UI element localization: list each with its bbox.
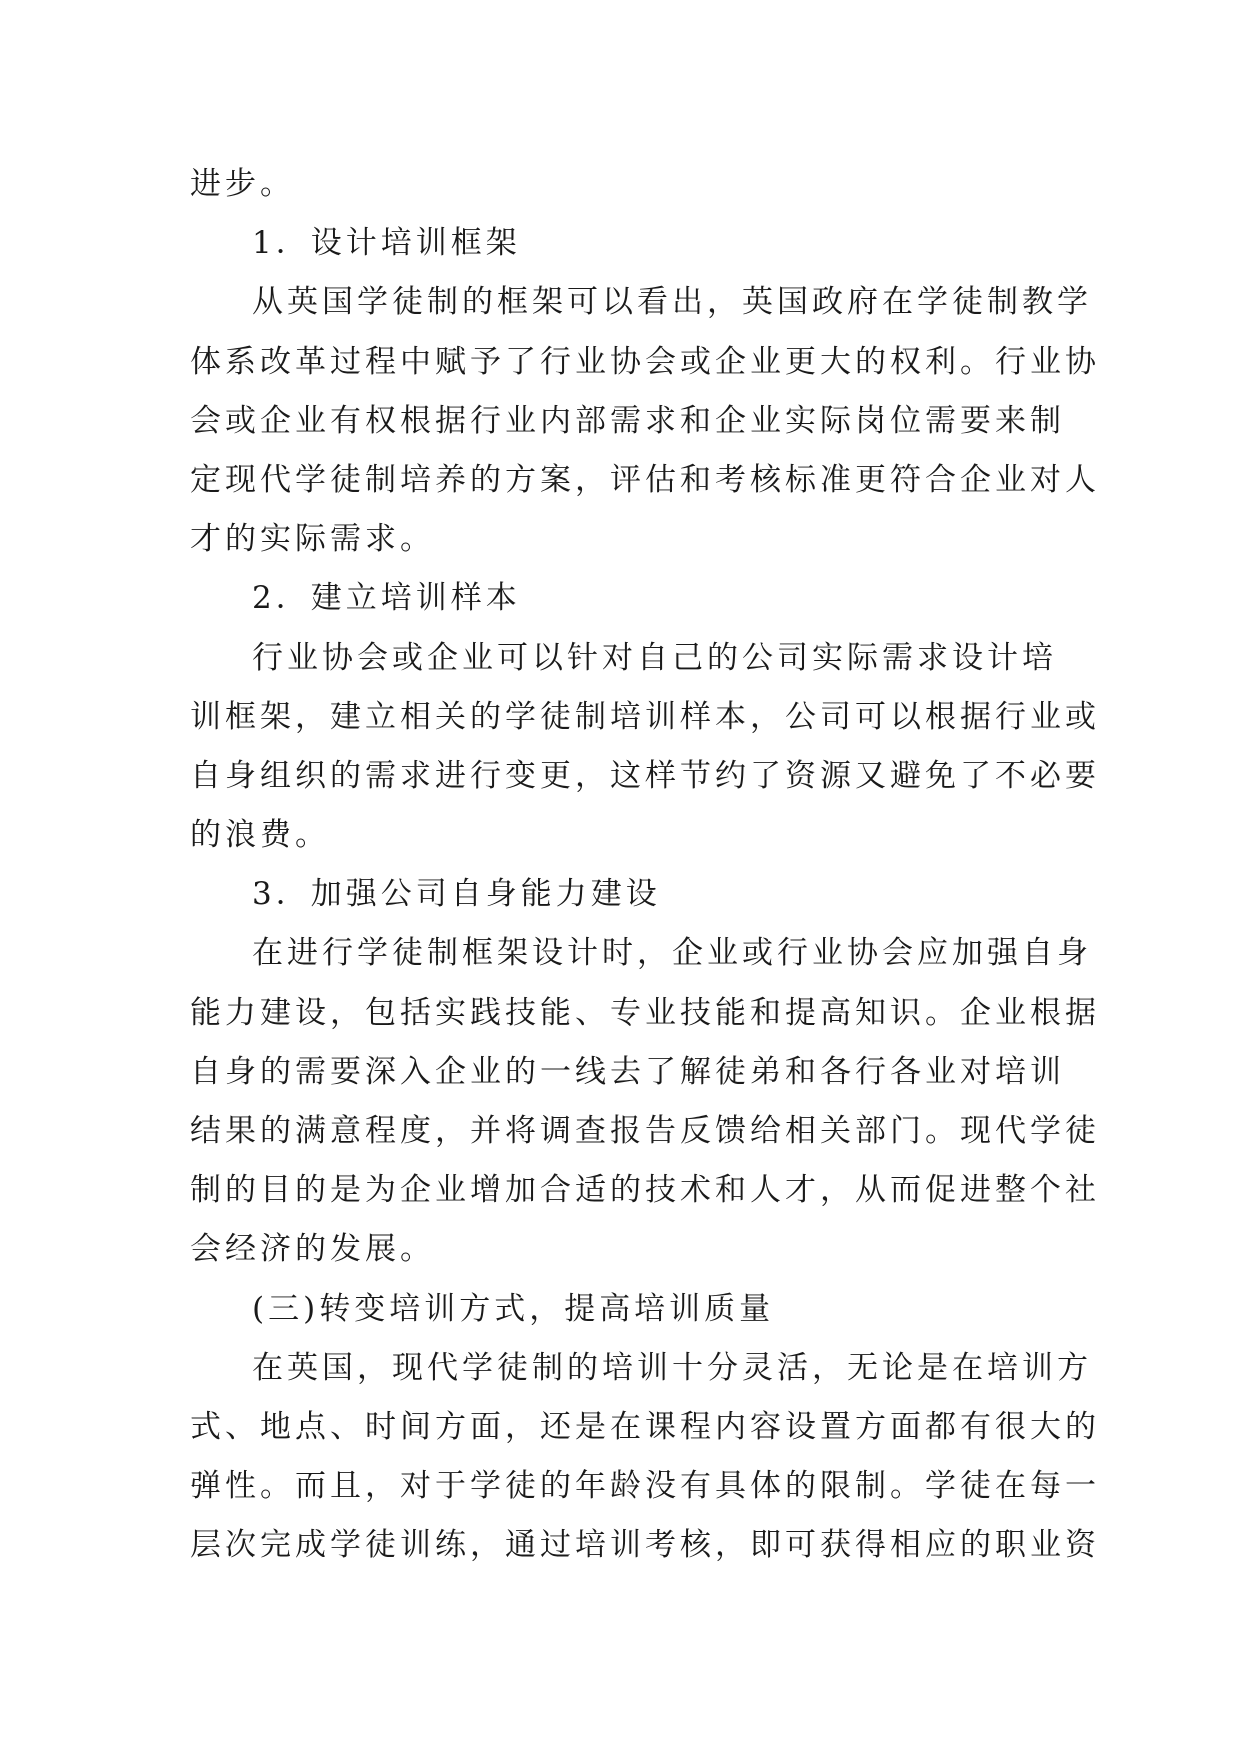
text-line: 会经济的发展。 xyxy=(190,1231,435,1268)
text-line: 自身的需要深入企业的一线去了解徒弟和各行各业对培训 xyxy=(190,1053,1065,1090)
paragraph-continuation xyxy=(190,155,1050,214)
section-heading-2 xyxy=(190,569,1050,628)
paragraph-training-mode xyxy=(190,1339,1100,1576)
text-line: 进步。 xyxy=(190,166,295,202)
text-line: 层次完成学徒训练，通过培训考核，即可获得相应的职业资 xyxy=(190,1527,1100,1564)
text-line: 结果的满意程度，并将调查报告反馈给相关部门。现代学徒 xyxy=(190,1113,1100,1149)
text-line: 制的目的是为企业增加合适的技术和人才，从而促进整个社 xyxy=(190,1172,1100,1209)
paragraph-framework xyxy=(190,273,1100,569)
text-line: 会或企业有权根据行业内部需求和企业实际岗位需要来制 xyxy=(190,402,1065,439)
text-line: 定现代学徒制培养的方案，评估和考核标准更符合企业对人 xyxy=(190,461,1100,498)
heading-text: 2．建立培训样本 xyxy=(252,580,521,617)
text-line: 才的实际需求。 xyxy=(190,521,435,558)
section-heading-three xyxy=(190,1280,1050,1339)
heading-text: 3．加强公司自身能力建设 xyxy=(252,876,661,913)
text-line: 在英国，现代学徒制的培训十分灵活，无论是在培训方 xyxy=(252,1349,1092,1386)
text-line: 体系改革过程中赋予了行业协会或企业更大的权利。行业协 xyxy=(190,343,1100,380)
heading-text: (三)转变培训方式，提高培训质量 xyxy=(252,1290,775,1327)
section-heading-1 xyxy=(190,214,1050,273)
text-line: 训框架，建立相关的学徒制培训样本，公司可以根据行业或 xyxy=(190,698,1100,735)
text-line: 弹性。而且，对于学徒的年龄没有具体的限制。学徒在每一 xyxy=(190,1468,1100,1505)
text-line: 式、地点、时间方面，还是在课程内容设置方面都有很大的 xyxy=(190,1408,1100,1445)
text-line: 在进行学徒制框架设计时，企业或行业协会应加强自身 xyxy=(252,935,1092,972)
text-line: 行业协会或企业可以针对自己的公司实际需求设计培 xyxy=(252,639,1057,676)
text-line: 从英国学徒制的框架可以看出，英国政府在学徒制教学 xyxy=(252,284,1092,321)
heading-text: 1．设计培训框架 xyxy=(252,225,521,262)
section-heading-3 xyxy=(190,865,1050,924)
text-line: 能力建设，包括实践技能、专业技能和提高知识。企业根据 xyxy=(190,994,1100,1031)
text-line: 的浪费。 xyxy=(190,817,330,854)
document-body xyxy=(190,155,1100,1576)
paragraph-samples xyxy=(190,629,1100,866)
text-line: 自身组织的需求进行变更，这样节约了资源又避免了不必要 xyxy=(190,757,1100,794)
paragraph-capacity xyxy=(190,924,1100,1279)
